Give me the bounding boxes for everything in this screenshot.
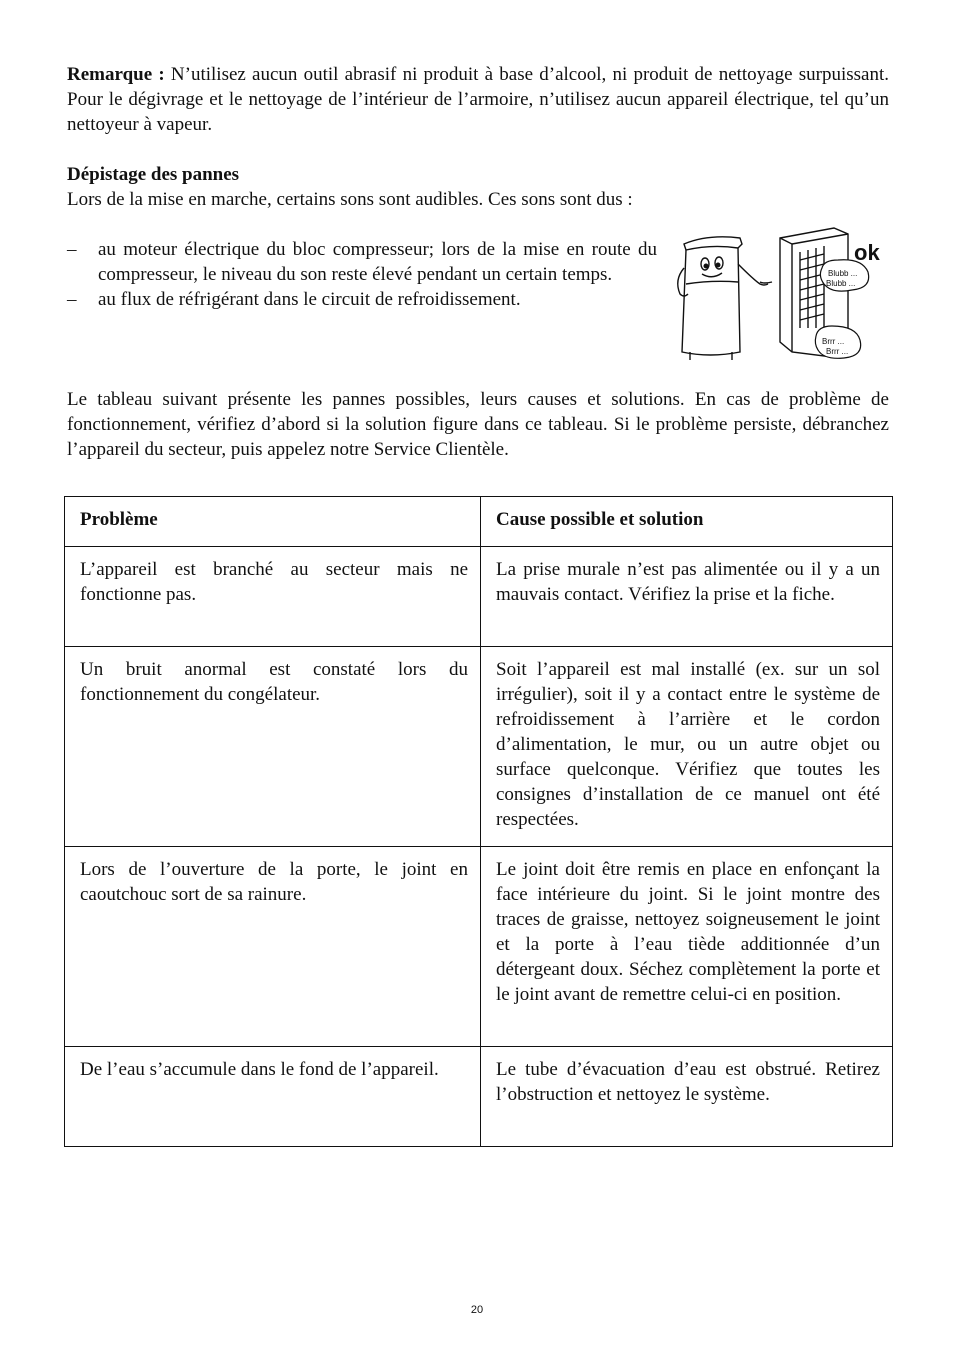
troubleshooting-table [64, 496, 893, 1147]
table-header-row [65, 497, 893, 547]
blubb-line-1: Blubb ... [828, 269, 858, 278]
blubb-line-2: Blubb ... [826, 279, 856, 288]
bullet-text: au moteur électrique du bloc compresseur; lors de la mise en route du compresseur, le niveau du son reste élevé pendant un certain temps. [98, 239, 657, 285]
bullet-text: au flux de réfrigérant dans le circuit de refroidissement. [98, 289, 521, 310]
note-text: N’utilisez aucun outil abrasif ni produit à base d’alcool, ni produit de nettoyage surpuissant. Pour le dégivrage et le nettoyage de l’intérieur de l’armoire, n’utilisez aucun appareil électrique, tel qu’un nettoyeur à vapeur. [67, 64, 890, 135]
list-item [67, 287, 657, 312]
brrr-line-1: Brrr ... [822, 337, 845, 346]
problem-cell: L’appareil est branché au secteur mais ne fonctionne pas. [65, 547, 481, 647]
table-row [65, 547, 893, 647]
bullet-dash: – [67, 289, 77, 310]
table-intro-paragraph: Le tableau suivant présente les pannes possibles, leurs causes et solutions. En cas de problème de fonctionnement, vérifiez d’abord si la solution figure dans ce tableau. Si le problème persiste, débranchez l’appareil du secteur, puis appelez notre Service Clientèle. [67, 389, 889, 460]
solution-cell: La prise murale n’est pas alimentée ou il y a un mauvais contact. Vérifiez la prise et la fiche. [481, 547, 893, 647]
problem-cell: Lors de l’ouverture de la porte, le joint en caoutchouc sort de sa rainure. [65, 847, 481, 1047]
problem-cell: De l’eau s’accumule dans le fond de l’appareil. [65, 1047, 481, 1147]
note-paragraph [67, 62, 889, 137]
troubleshooting-intro: Lors de la mise en marche, certains sons sont audibles. Ces sons sont dus : [67, 189, 633, 210]
list-item [67, 237, 657, 287]
table-row [65, 847, 893, 1047]
sound-causes-list [67, 237, 657, 312]
problem-cell: Un bruit anormal est constaté lors du fonctionnement du congélateur. [65, 647, 481, 847]
sound-bubble-brrr [815, 326, 860, 358]
cartoon-fridge-left [678, 237, 768, 360]
solution-cell: Le tube d’évacuation d’eau est obstrué. Retirez l’obstruction et nettoyez le système. [481, 1047, 893, 1147]
bullet-dash: – [67, 239, 77, 260]
troubleshooting-heading: Dépistage des pannes [67, 164, 240, 185]
table-row [65, 647, 893, 847]
header-cause-solution: Cause possible et solution [481, 497, 893, 547]
fridge-illustration [668, 224, 890, 366]
brrr-line-2: Brrr ... [826, 347, 849, 356]
table-row [65, 1047, 893, 1147]
page-number: 20 [470, 1304, 484, 1316]
solution-cell: Le joint doit être remis en place en enfonçant la face intérieure du joint. Si le joint montre des traces de graisse, nettoyez soigneusement le joint et la porte à l’eau tiède additionnée d’un détergeant doux. Séchez complètement la porte et le joint avant de remettre celui-ci en position. [481, 847, 893, 1047]
ok-label: ok [854, 240, 880, 265]
note-label: Remarque : [67, 64, 165, 85]
header-problem: Problème [65, 497, 481, 547]
solution-cell: Soit l’appareil est mal installé (ex. sur un sol irrégulier), soit il y a contact entre le système de refroidissement à l’arrière et le cordon d’alimentation, le mur, ou un autre objet ou surface quelconque. Vérifiez que toutes les consignes d’installation de ce manuel ont été respectées. [481, 647, 893, 847]
